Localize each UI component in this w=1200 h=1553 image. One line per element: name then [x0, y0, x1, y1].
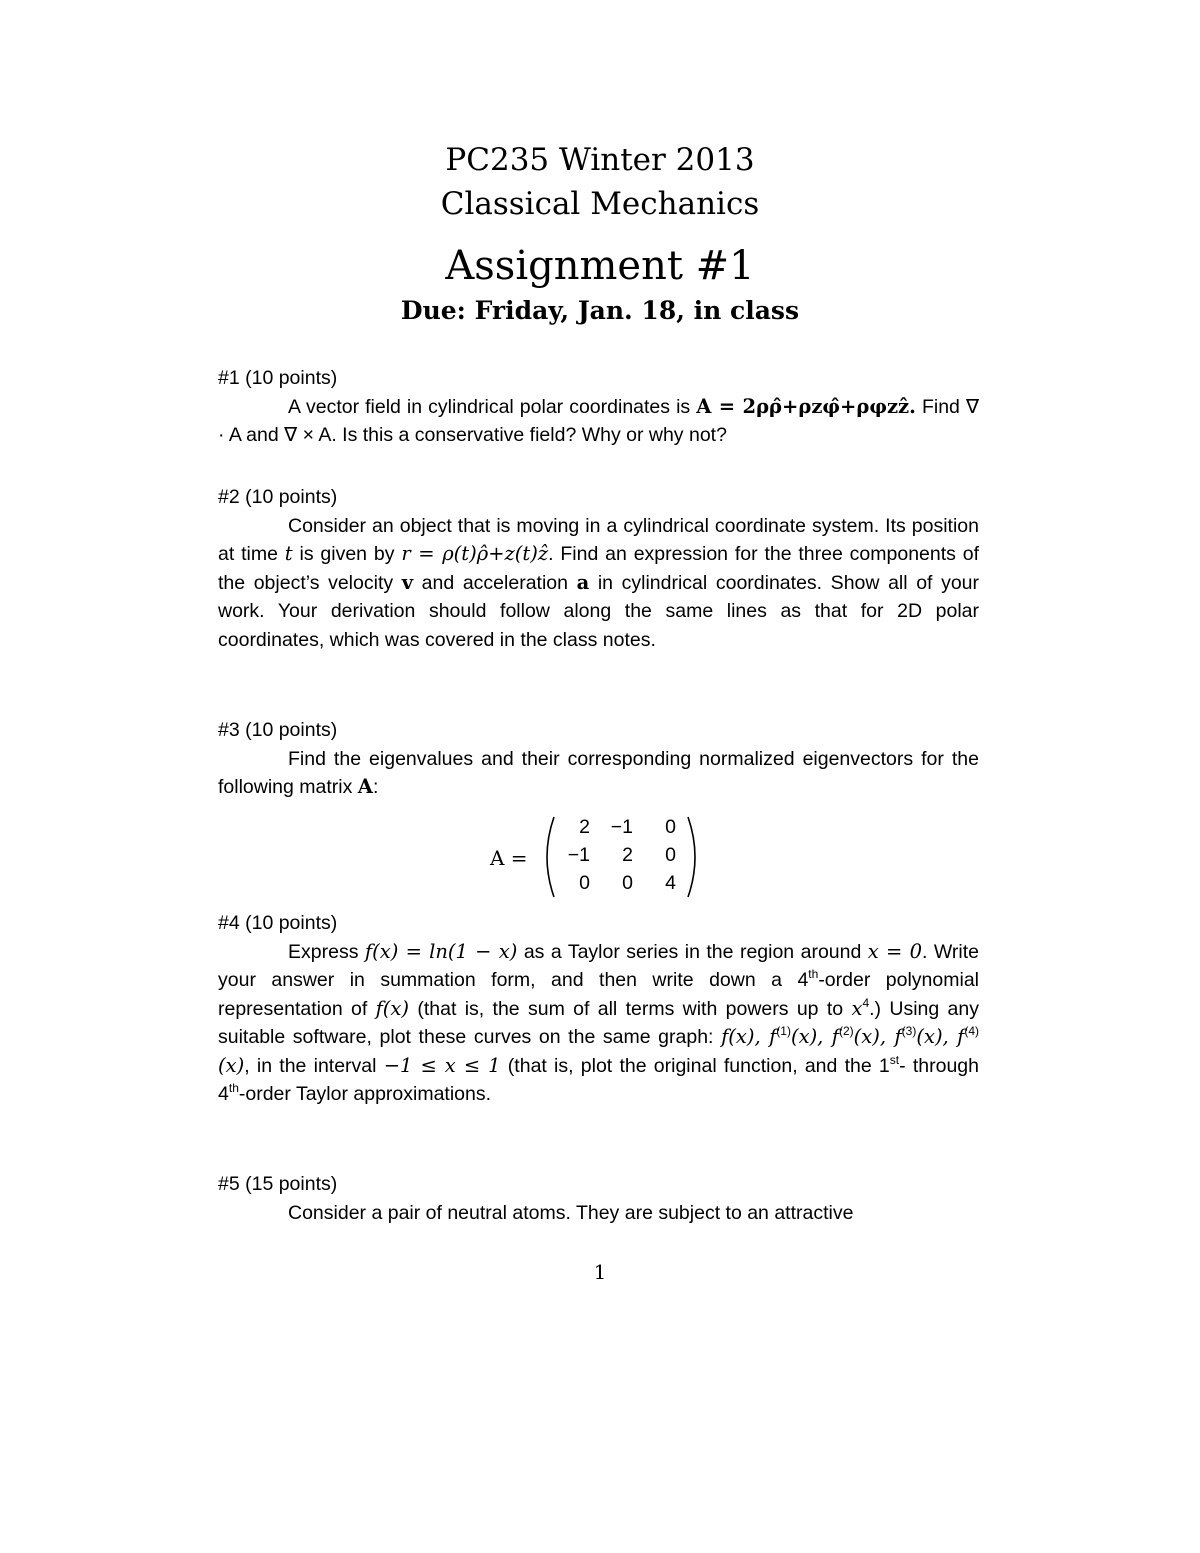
derivative-order: (3) — [901, 1024, 917, 1038]
problem-heading: #4 (10 points) — [218, 912, 338, 934]
due-date: Due: Friday, Jan. 18, in class — [400, 296, 800, 325]
math-expression: f(x), f — [721, 1025, 777, 1048]
math-expression: f(x) = ln(1 − x) — [364, 939, 518, 963]
problem-text-part: . Write your answer in summation form, and then write down a 4 — [218, 940, 980, 991]
exponent: 4 — [862, 995, 870, 1010]
matrix-label: A = — [490, 846, 528, 870]
matrix-equation — [490, 814, 710, 900]
ordinal-suffix: th — [228, 1081, 239, 1095]
course-title: PC235 Winter 2013 — [445, 142, 755, 178]
derivative-order: (4) — [964, 1024, 980, 1038]
problem-text-part: : — [372, 776, 379, 798]
math-expression: x = 0 — [867, 939, 922, 963]
math-expression: (x) — [218, 1053, 245, 1077]
problem-5 — [218, 1170, 979, 1227]
math-vector: A — [357, 775, 373, 798]
matrix-cell: 4 — [665, 872, 676, 894]
problem-text-part: (that is, the sum of all terms with powers up to — [409, 997, 852, 1020]
problem-text-part: .) Using any suitable software, plot these curves on the same graph: — [218, 997, 980, 1048]
matrix-cell: −1 — [610, 816, 633, 838]
problem-text-part: and acceleration — [413, 571, 577, 594]
problem-text — [218, 745, 979, 802]
problem-heading: #2 (10 points) — [218, 486, 338, 508]
matrix-cell: 2 — [622, 844, 633, 866]
matrix-cell: 0 — [665, 844, 676, 866]
problem-text-part: -order Taylor approximations. — [238, 1083, 492, 1105]
problem-heading: #5 (15 points) — [218, 1173, 338, 1195]
derivative-order: (2) — [838, 1024, 854, 1038]
problem-text-part: Express — [288, 940, 365, 963]
problem-1 — [218, 364, 979, 450]
math-expression: f(x) — [375, 996, 410, 1020]
problem-text-part: Find ∇ · A and ∇ × A. Is this a conservative field? Why or why not? — [218, 395, 979, 446]
math-variable: t — [284, 542, 293, 565]
problem-text — [218, 938, 979, 1109]
problem-text-part: in cylindrical coordinates. Show all of your work. Your derivation should follow along the same lines as that for 2D polar coordinates, which was covered in the class notes. — [218, 571, 979, 651]
ordinal-suffix: th — [808, 967, 819, 981]
math-expression: x — [851, 996, 863, 1020]
problem-text-part: - through 4 — [218, 1054, 979, 1105]
math-expression: −1 ≤ x ≤ 1 — [383, 1053, 501, 1077]
matrix-cell: 0 — [579, 872, 590, 894]
course-subject: Classical Mechanics — [440, 186, 760, 222]
vector-field-formula: A = 2ρρ̂+ρzφ̂+ρφzẑ. — [696, 394, 916, 418]
problem-text-part: Consider an object that is moving in a cylindrical coordinate system. Its position at time — [218, 514, 979, 565]
matrix-cell: 2 — [579, 816, 590, 838]
problem-text-part: (that is, plot the original function, and the 1 — [500, 1054, 890, 1077]
derivative-order: (1) — [776, 1024, 791, 1038]
problem-4 — [218, 909, 979, 1109]
math-expression: (x), f — [853, 1025, 902, 1048]
problem-heading: #3 (10 points) — [218, 719, 338, 741]
matrix-cell: 0 — [622, 872, 633, 894]
problem-heading: #1 (10 points) — [218, 367, 338, 389]
matrix-cell: −1 — [567, 844, 590, 866]
assignment-title: Assignment #1 — [445, 243, 755, 289]
problem-text — [218, 393, 979, 450]
problem-text: Consider a pair of neutral atoms. They are subject to an attractive — [288, 1201, 854, 1224]
math-vector: a — [576, 570, 590, 594]
position-formula: r = ρ(t)ρ̂+z(t)ẑ — [401, 542, 549, 565]
math-expression: (x), f — [916, 1025, 965, 1048]
problem-text-part: as a Taylor series in the region around — [517, 940, 868, 963]
problem-3 — [218, 716, 979, 802]
problem-text-part: , in the interval — [244, 1054, 384, 1077]
math-vector: v — [401, 570, 414, 594]
page-number: 1 — [593, 1260, 607, 1284]
problem-text-part: Find the eigenvalues and their corresponding normalized eigenvectors for the following matrix — [218, 747, 979, 798]
ordinal-suffix: st — [889, 1052, 900, 1067]
problem-text — [218, 512, 979, 655]
problem-text-part: is given by — [292, 543, 402, 565]
problem-text-part: . Find an expression for the three components of the object’s velocity — [218, 543, 980, 594]
problem-text-part: -order polynomial representation of — [218, 969, 979, 1020]
problem-text-part: A vector field in cylindrical polar coordinates is — [288, 395, 697, 418]
matrix-cell: 0 — [665, 816, 676, 838]
problem-2 — [218, 483, 979, 654]
math-expression: (x), f — [790, 1025, 839, 1048]
